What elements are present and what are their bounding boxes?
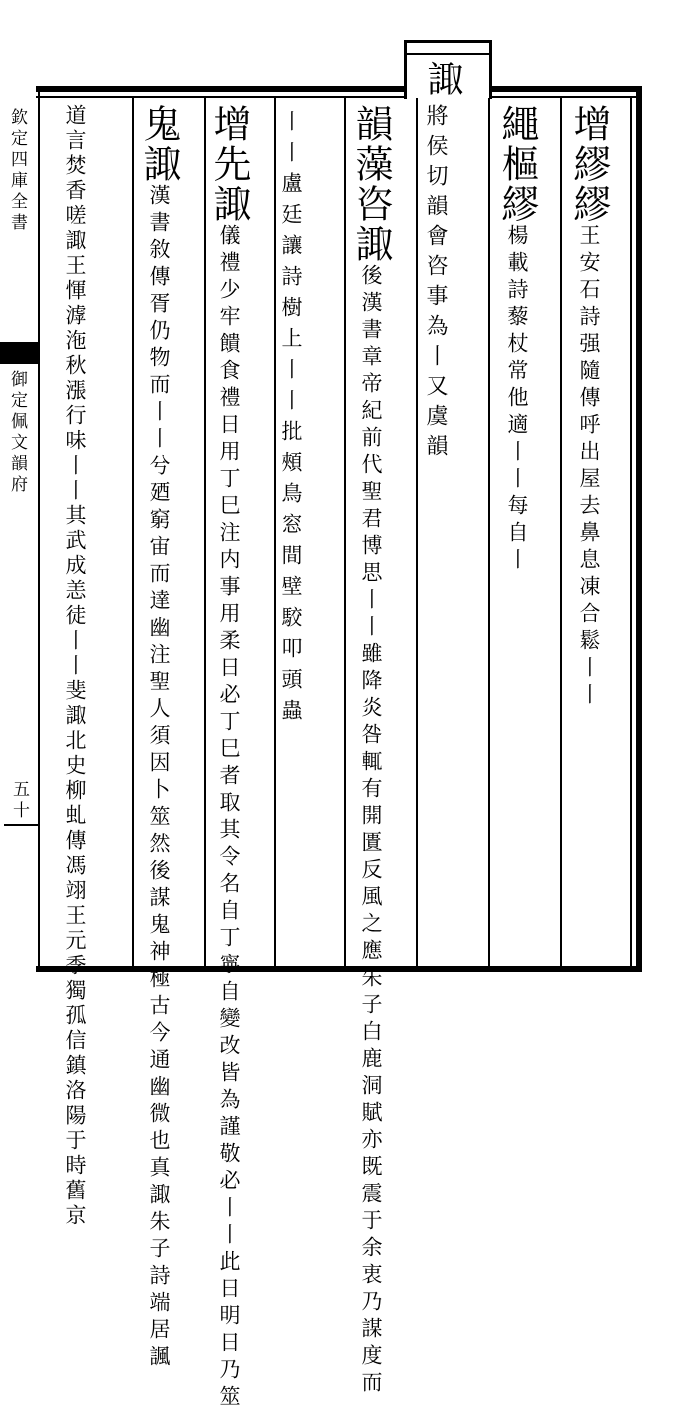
entry-heading: 韻藻咨諏 — [349, 104, 393, 264]
entry-heading: 鬼諏 — [137, 104, 181, 184]
entry-text: 楊載詩藜杖常他適丨丨每自丨 — [505, 224, 529, 575]
entry-heading: 繩樞繆 — [495, 104, 539, 224]
entry-heading: 增先諏 — [207, 104, 251, 224]
text-column-1 — [567, 104, 611, 710]
frame-top-left-rule — [36, 88, 406, 92]
page-number: 五十 — [9, 780, 29, 822]
margin-rule — [38, 92, 40, 966]
text-column-8 — [64, 104, 85, 1229]
column-rule — [416, 98, 418, 966]
column-rule — [488, 98, 490, 966]
column-rule — [204, 98, 206, 966]
entry-text: 後漢書章帝紀前代聖君博思丨丨雖降炎咎輒有開匱反風之應朱子白鹿洞賦亦既震于余衷乃謀度而 — [359, 264, 383, 1398]
text-column-5 — [280, 110, 301, 730]
column-rule — [560, 98, 562, 966]
column-rule — [132, 98, 134, 966]
column-rule — [274, 98, 276, 966]
text-column-2 — [495, 104, 539, 575]
book-title: 欽定四庫全書 — [7, 108, 27, 234]
header-tab-char: 諏 — [422, 60, 463, 98]
entry-text: 丨丨盧廷讓詩樹上丨丨批頰鳥窓間壁駮叩頭蟲 — [279, 110, 303, 730]
text-column-6 — [207, 104, 251, 1412]
margin-fish-tail — [0, 342, 40, 364]
frame-bottom-rule — [36, 966, 636, 972]
entry-text: 儀禮少牢饋食禮日用丁巳注内事用柔日必丁巳者取其令名自丁寧自變改皆為謹敬必丨丨此日明日乃筮 — [217, 224, 241, 1412]
entry-heading: 增繆繆 — [567, 104, 611, 224]
entry-text: 王安石詩强隨傳呼出屋去鼻息凍合鬆丨丨 — [577, 224, 601, 710]
frame-right-inner-rule — [630, 96, 632, 966]
text-column-4 — [349, 104, 393, 1398]
page-number-rule — [4, 824, 38, 826]
frame-right-rule — [636, 86, 642, 972]
work-title: 御定佩文韻府 — [7, 370, 27, 496]
text-column-3 — [424, 104, 446, 464]
frame-top-inner-rule — [36, 96, 636, 98]
entry-text: 漢書敘傳胥仍物而丨丨兮廼窮宙而達幽注聖人須因卜筮然後謀鬼神極古今通幽微也真諏朱子詩端居諷 — [147, 184, 171, 1372]
column-rule — [344, 98, 346, 966]
entry-text: 將侯切韻會咨事為丨又虞韻 — [423, 104, 448, 464]
entry-text: 道言焚香嗟諏王惲滹沲秋漲行味丨丨其武成恙徒丨丨斐諏北史柳虬傳馮翊王元季獨孤信鎮洛陽于時舊京 — [63, 104, 87, 1229]
text-column-7 — [137, 104, 181, 1372]
